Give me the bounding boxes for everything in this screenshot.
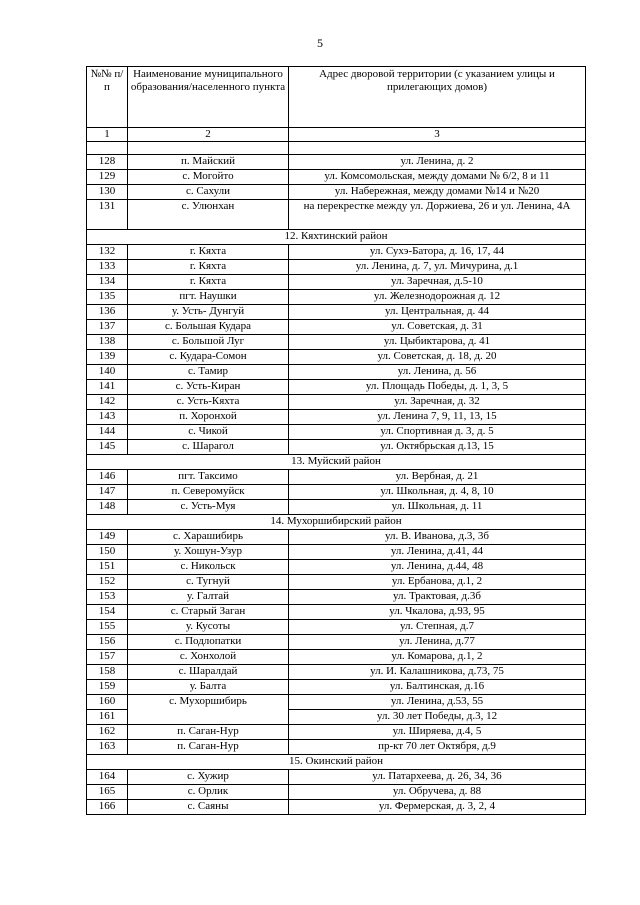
municipality-cell: с. Усть-Муя [128,500,289,515]
table-row [87,800,586,815]
row-number: 164 [87,770,128,785]
row-number: 166 [87,800,128,815]
municipality-cell: п. Саган-Нур [128,740,289,755]
municipality-cell: п. Майский [128,155,289,170]
row-number: 141 [87,380,128,395]
municipality-cell: с. Подлопатки [128,635,289,650]
row-number: 152 [87,575,128,590]
municipality-cell: с. Орлик [128,785,289,800]
table-row [87,680,586,695]
municipality-cell: с. Хужир [128,770,289,785]
region-title: 13. Муйский район [87,455,586,470]
table-row [87,425,586,440]
table-row [87,440,586,455]
address-cell: ул. Ленина, д. 2 [289,155,586,170]
table-row [87,485,586,500]
row-number: 156 [87,635,128,650]
address-cell: ул. Советская, д. 31 [289,320,586,335]
row-number: 145 [87,440,128,455]
address-cell: ул. Комсомольская, между домами № 6/2, 8 и 11 [289,170,586,185]
row-number: 131 [87,200,128,230]
row-number: 137 [87,320,128,335]
row-number: 144 [87,425,128,440]
region-row [87,230,586,245]
table-row [87,380,586,395]
row-number: 148 [87,500,128,515]
row-number: 151 [87,560,128,575]
row-number: 128 [87,155,128,170]
municipality-cell: с. Харашибирь [128,530,289,545]
address-cell: ул. Вербная, д. 21 [289,470,586,485]
address-cell: ул. Балтинская, д.16 [289,680,586,695]
table-row [87,725,586,740]
table-row [87,695,586,710]
address-cell: ул. Обручева, д. 88 [289,785,586,800]
row-number: 159 [87,680,128,695]
address-cell: ул. Ленина 7, 9, 11, 13, 15 [289,410,586,425]
address-cell: на перекрестке между ул. Доржиева, 26 и ул. Ленина, 4А [289,200,586,230]
address-cell: ул. В. Иванова, д.3, 3б [289,530,586,545]
address-cell: ул. 30 лет Победы, д.3, 12 [289,710,586,725]
header-number: №№ п/п [87,67,128,128]
municipality-cell: г. Кяхта [128,260,289,275]
municipality-cell: г. Кяхта [128,275,289,290]
municipality-cell: у. Галтай [128,590,289,605]
table-row [87,155,586,170]
municipality-cell: с. Тамир [128,365,289,380]
row-number: 157 [87,650,128,665]
table-row [87,350,586,365]
address-cell: ул. Фермерская, д. 3, 2, 4 [289,800,586,815]
municipality-cell: у. Балта [128,680,289,695]
municipality-cell: п. Саган-Нур [128,725,289,740]
table-row [87,605,586,620]
municipality-cell: с. Большой Луг [128,335,289,350]
address-cell: ул. Степная, д.7 [289,620,586,635]
municipality-cell: с. Кудара-Сомон [128,350,289,365]
table-row [87,200,586,230]
row-number: 165 [87,785,128,800]
table-row [87,740,586,755]
municipality-cell: у. Кусоты [128,620,289,635]
address-cell: ул. Ленина, д. 56 [289,365,586,380]
row-number: 139 [87,350,128,365]
table-row [87,410,586,425]
municipality-cell: с. Сахули [128,185,289,200]
address-cell: ул. Школьная, д. 4, 8, 10 [289,485,586,500]
table-row [87,245,586,260]
address-cell: ул. Ленина, д.53, 55 [289,695,586,710]
table-row [87,260,586,275]
table-row [87,470,586,485]
region-row [87,755,586,770]
row-number: 162 [87,725,128,740]
row-number: 135 [87,290,128,305]
address-cell: ул. Сухэ-Батора, д. 16, 17, 44 [289,245,586,260]
row-number: 149 [87,530,128,545]
address-cell: пр-кт 70 лет Октября, д.9 [289,740,586,755]
header-row [87,67,586,128]
municipality-cell: пгт. Наушки [128,290,289,305]
table-row [87,575,586,590]
row-number: 138 [87,335,128,350]
row-number: 154 [87,605,128,620]
municipality-cell: с. Тугнуй [128,575,289,590]
column-number-row [87,128,586,142]
municipality-cell: с. Большая Кудара [128,320,289,335]
municipality-cell: у. Усть- Дунгуй [128,305,289,320]
table-row [87,635,586,650]
header-address: Адрес дворовой территории (с указанием улицы и прилегающих домов) [289,67,586,128]
municipality-cell: пгт. Таксимо [128,470,289,485]
municipality-cell: с. Улюнхан [128,200,289,230]
address-cell: ул. Трактовая, д.3б [289,590,586,605]
address-cell: ул. И. Калашникова, д.73, 75 [289,665,586,680]
row-number: 146 [87,470,128,485]
table-row [87,500,586,515]
row-number: 163 [87,740,128,755]
table-row [87,560,586,575]
address-cell: ул. Ширяева, д.4, 5 [289,725,586,740]
row-number: 150 [87,545,128,560]
row-number: 134 [87,275,128,290]
address-cell: ул. Комарова, д.1, 2 [289,650,586,665]
municipality-cell: с. Чикой [128,425,289,440]
address-cell: ул. Ленина, д.77 [289,635,586,650]
territory-table [86,66,586,815]
address-cell: ул. Октябрьская д.13, 15 [289,440,586,455]
address-cell: ул. Чкалова, д.93, 95 [289,605,586,620]
row-number: 147 [87,485,128,500]
address-cell: ул. Ленина, д.44, 48 [289,560,586,575]
table-row [87,620,586,635]
address-cell: ул. Заречная, д.5-10 [289,275,586,290]
address-cell: ул. Площадь Победы, д. 1, 3, 5 [289,380,586,395]
blank-row [87,142,586,155]
row-number: 129 [87,170,128,185]
region-title: 12. Кяхтинский район [87,230,586,245]
table-row [87,395,586,410]
region-title: 15. Окинский район [87,755,586,770]
table-row [87,320,586,335]
municipality-cell: с. Хонхолой [128,650,289,665]
table-row [87,290,586,305]
table-row [87,305,586,320]
table-row [87,770,586,785]
municipality-cell: с. Никольск [128,560,289,575]
municipality-cell: с. Старый Заган [128,605,289,620]
municipality-cell: г. Кяхта [128,245,289,260]
table-row [87,275,586,290]
table-row [87,590,586,605]
address-cell: ул. Ербанова, д.1, 2 [289,575,586,590]
address-cell: ул. Железнодорожная д. 12 [289,290,586,305]
region-row [87,455,586,470]
row-number: 142 [87,395,128,410]
table-row [87,365,586,380]
address-cell: ул. Школьная, д. 11 [289,500,586,515]
column-number: 2 [128,128,289,142]
table-row [87,545,586,560]
row-number: 153 [87,590,128,605]
table-row [87,185,586,200]
row-number: 140 [87,365,128,380]
table-row [87,530,586,545]
address-cell: ул. Цыбиктарова, д. 41 [289,335,586,350]
table-row [87,335,586,350]
municipality-cell: с. Шаралдай [128,665,289,680]
address-cell: ул. Центральная, д. 44 [289,305,586,320]
table-row [87,170,586,185]
row-number: 136 [87,305,128,320]
row-number: 155 [87,620,128,635]
row-number: 160 [87,695,128,710]
municipality-cell: у. Хошун-Узур [128,545,289,560]
address-cell: ул. Советская, д. 18, д. 20 [289,350,586,365]
municipality-cell: с. Усть-Кяхта [128,395,289,410]
table-row [87,650,586,665]
municipality-cell: с. Шарагол [128,440,289,455]
column-number: 3 [289,128,586,142]
row-number: 130 [87,185,128,200]
address-cell: ул. Спортивная д. 3, д. 5 [289,425,586,440]
region-title: 14. Мухоршибирский район [87,515,586,530]
table-row [87,785,586,800]
table-row [87,665,586,680]
row-number: 158 [87,665,128,680]
address-cell: ул. Заречная, д. 32 [289,395,586,410]
municipality-cell: с. Саяны [128,800,289,815]
municipality-cell: с. Мухоршибирь [128,695,289,725]
address-cell: ул. Ленина, д. 7, ул. Мичурина, д.1 [289,260,586,275]
header-municipality: Наименование муниципального образования/населенного пункта [128,67,289,128]
municipality-cell: с. Усть-Киран [128,380,289,395]
column-number: 1 [87,128,128,142]
row-number: 133 [87,260,128,275]
row-number: 132 [87,245,128,260]
region-row [87,515,586,530]
municipality-cell: с. Могойто [128,170,289,185]
address-cell: ул. Патархеева, д. 26, 34, 36 [289,770,586,785]
municipality-cell: п. Северомуйск [128,485,289,500]
page-number: 5 [317,36,323,50]
address-cell: ул. Набережная, между домами №14 и №20 [289,185,586,200]
address-cell: ул. Ленина, д.41, 44 [289,545,586,560]
row-number: 161 [87,710,128,725]
row-number: 143 [87,410,128,425]
municipality-cell: п. Хоронхой [128,410,289,425]
